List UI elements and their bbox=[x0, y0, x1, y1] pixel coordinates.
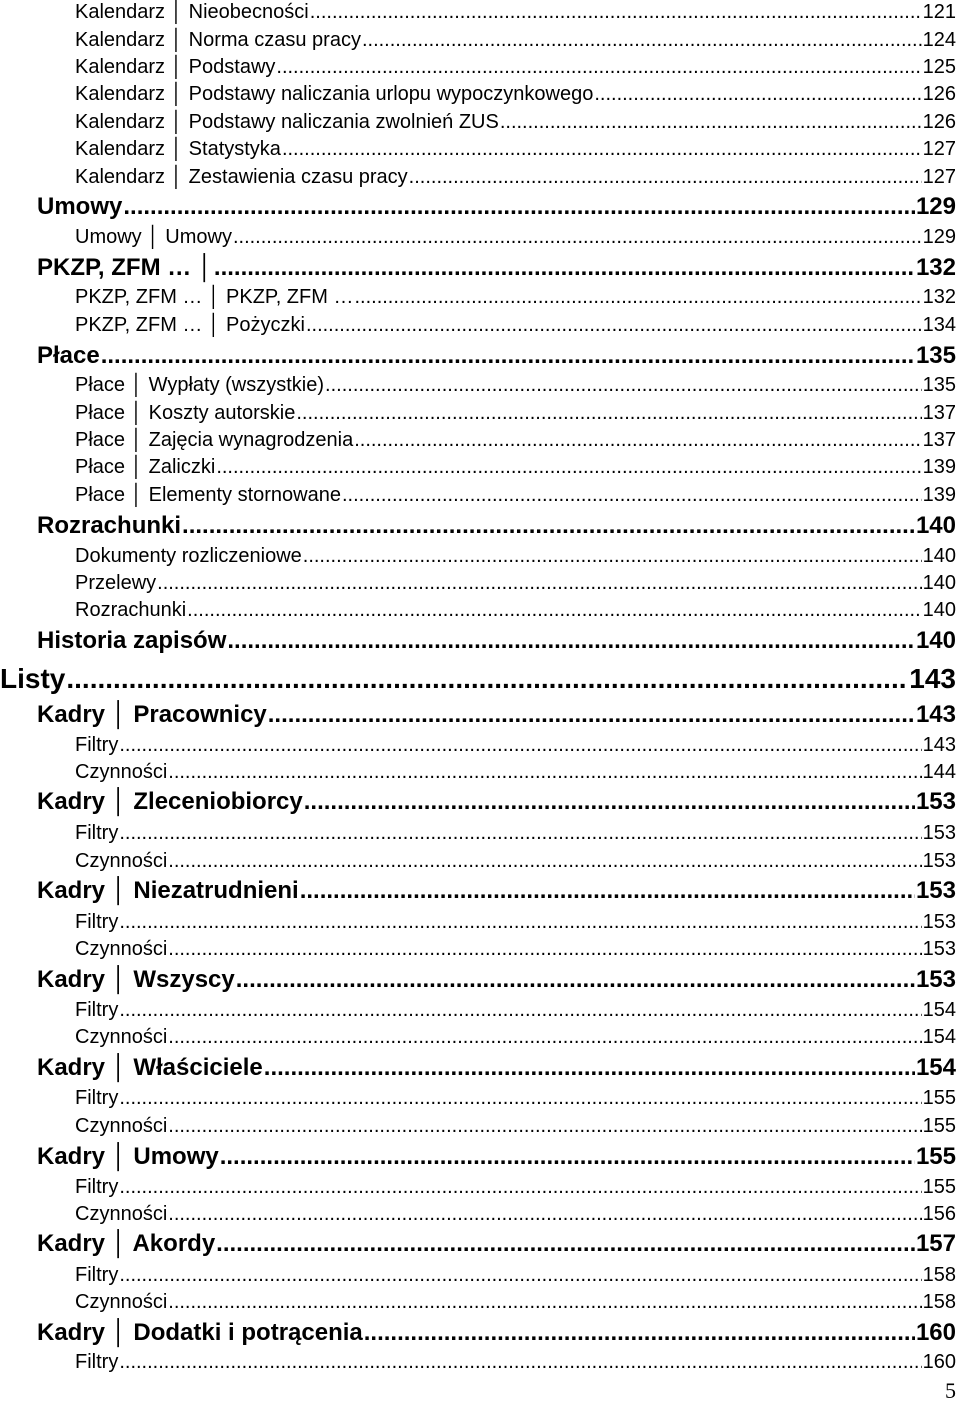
dot-leader bbox=[306, 312, 922, 339]
toc-entry[interactable] bbox=[37, 1053, 956, 1083]
dot-leader bbox=[214, 253, 915, 283]
toc-entry[interactable] bbox=[75, 427, 956, 454]
toc-entry-page: 155 bbox=[922, 1114, 956, 1137]
toc-entry-page: 140 bbox=[922, 571, 956, 594]
toc-entry-label: Kadry │ Wszyscy bbox=[37, 966, 235, 993]
dot-leader bbox=[119, 732, 921, 759]
toc-entry-label: Przelewy bbox=[75, 571, 157, 594]
toc-entry-page: 127 bbox=[922, 137, 956, 160]
toc-entry-label: Kalendarz │ Nieobecności bbox=[75, 0, 309, 23]
toc-entry-label: Rozrachunki bbox=[37, 512, 182, 539]
toc-entry[interactable] bbox=[75, 372, 956, 399]
toc-entry-label: Filtry bbox=[75, 1175, 119, 1198]
toc-entry-label: Kalendarz │ Norma czasu pracy bbox=[75, 28, 361, 51]
toc-entry[interactable] bbox=[75, 997, 956, 1024]
toc-entry-page: 124 bbox=[922, 28, 956, 51]
toc-entry-page: 153 bbox=[922, 849, 956, 872]
toc-entry-label: Płace │ Zaliczki bbox=[75, 455, 216, 478]
toc-entry[interactable] bbox=[75, 164, 956, 191]
dot-leader bbox=[276, 54, 921, 81]
toc-entry-label: Kalendarz │ Zestawienia czasu pracy bbox=[75, 165, 408, 188]
toc-entry-label: Płace │ Zajęcia wynagrodzenia bbox=[75, 428, 354, 451]
toc-entry-label: Kalendarz │ Statystyka bbox=[75, 137, 281, 160]
toc-entry-label: Płace │ Wypłaty (wszystkie) bbox=[75, 373, 325, 396]
toc-entry[interactable] bbox=[75, 224, 956, 251]
toc-entry[interactable] bbox=[75, 570, 956, 597]
toc-entry-page: 140 bbox=[922, 598, 956, 621]
toc-entry[interactable] bbox=[75, 759, 956, 786]
toc-entry-label: Historia zapisów bbox=[37, 627, 227, 654]
toc-entry-page: 121 bbox=[922, 0, 956, 23]
dot-leader bbox=[310, 0, 922, 26]
toc-entry-page: 160 bbox=[915, 1319, 956, 1346]
toc-entry[interactable] bbox=[0, 660, 956, 698]
toc-entry-page: 153 bbox=[915, 966, 956, 993]
toc-entry-label: Filtry bbox=[75, 1263, 119, 1286]
toc-entry[interactable] bbox=[75, 909, 956, 936]
toc-entry-page: 154 bbox=[922, 998, 956, 1021]
dot-leader bbox=[342, 482, 922, 509]
dot-leader bbox=[119, 820, 921, 847]
toc-entry-label: Czynności bbox=[75, 1290, 168, 1313]
toc-entry-page: 155 bbox=[922, 1086, 956, 1109]
toc-entry-page: 154 bbox=[915, 1054, 956, 1081]
toc-entry-page: 155 bbox=[915, 1143, 956, 1170]
toc-entry-label: Płace │ Koszty autorskie bbox=[75, 401, 296, 424]
dot-leader bbox=[220, 1142, 915, 1172]
dot-leader bbox=[168, 1289, 921, 1316]
dot-leader bbox=[268, 700, 915, 730]
toc-entry-page: 137 bbox=[922, 428, 956, 451]
toc-entry-label: Kalendarz │ Podstawy naliczania zwolnień ZUS bbox=[75, 110, 499, 133]
toc-entry[interactable] bbox=[75, 1113, 956, 1140]
dot-leader bbox=[216, 1229, 915, 1259]
toc-entry[interactable] bbox=[75, 400, 956, 427]
dot-leader bbox=[157, 570, 921, 597]
dot-leader bbox=[300, 876, 915, 906]
toc-entry-page: 125 bbox=[922, 55, 956, 78]
dot-leader bbox=[233, 224, 922, 251]
toc-entry-label: Filtry bbox=[75, 998, 119, 1021]
toc-entry-label: Płace │ Elementy stornowane bbox=[75, 483, 341, 506]
toc-entry-label: Kadry │ Dodatki i potrącenia bbox=[37, 1319, 363, 1346]
toc-entry-label: Filtry bbox=[75, 821, 119, 844]
toc-entry-label: PKZP, ZFM … │ bbox=[37, 254, 213, 281]
toc-entry-page: 137 bbox=[922, 401, 956, 424]
toc-entry-label: Filtry bbox=[75, 733, 119, 756]
toc-entry-page: 135 bbox=[922, 373, 956, 396]
toc-entry[interactable] bbox=[75, 820, 956, 847]
toc-entry[interactable] bbox=[75, 482, 956, 509]
dot-leader bbox=[187, 597, 921, 624]
toc-entry-page: 129 bbox=[915, 193, 956, 220]
toc-entry-page: 134 bbox=[922, 313, 956, 336]
toc-entry-label: Czynności bbox=[75, 1114, 168, 1137]
dot-leader bbox=[168, 759, 921, 786]
toc-entry-page: 139 bbox=[922, 455, 956, 478]
toc-entry-label: Kadry │ Umowy bbox=[37, 1143, 219, 1170]
toc-entry-label: Umowy │ Umowy bbox=[75, 225, 232, 248]
toc-entry-page: 153 bbox=[922, 821, 956, 844]
toc-entry-page: 155 bbox=[922, 1175, 956, 1198]
toc-entry-label: Czynności bbox=[75, 937, 168, 960]
toc-entry[interactable] bbox=[75, 848, 956, 875]
dot-leader bbox=[168, 1024, 921, 1051]
toc-entry-page: 143 bbox=[909, 663, 956, 694]
toc-entry[interactable] bbox=[75, 136, 956, 163]
dot-leader bbox=[282, 136, 922, 163]
toc-entry[interactable] bbox=[37, 253, 956, 283]
toc-entry-label: PKZP, ZFM … │ Pożyczki bbox=[75, 313, 305, 336]
dot-leader bbox=[119, 1349, 921, 1376]
dot-leader bbox=[354, 427, 921, 454]
toc-entry[interactable] bbox=[37, 700, 956, 730]
toc-entry[interactable] bbox=[75, 27, 956, 54]
toc-entry-page: 158 bbox=[922, 1290, 956, 1313]
toc-entry-label: Umowy bbox=[37, 193, 123, 220]
page-number: 5 bbox=[945, 1378, 956, 1403]
toc-entry-page: 154 bbox=[922, 1025, 956, 1048]
toc-entry-label: Filtry bbox=[75, 1086, 119, 1109]
toc-entry-page: 153 bbox=[922, 910, 956, 933]
dot-leader bbox=[364, 1318, 915, 1348]
toc-entry[interactable] bbox=[75, 0, 956, 26]
toc-entry-page: 139 bbox=[922, 483, 956, 506]
toc-entry-label: Czynności bbox=[75, 849, 168, 872]
toc-entry-page: 132 bbox=[922, 285, 956, 308]
toc-entry-label: Czynności bbox=[75, 1025, 168, 1048]
toc-entry[interactable] bbox=[75, 1349, 956, 1376]
toc-entry[interactable] bbox=[75, 109, 956, 136]
dot-leader bbox=[296, 400, 921, 427]
toc-entry[interactable] bbox=[75, 1024, 956, 1051]
toc-entry-page: 132 bbox=[915, 254, 956, 281]
toc-entry-label: PKZP, ZFM … │ PKZP, ZFM … bbox=[75, 285, 354, 308]
toc-entry[interactable] bbox=[37, 341, 956, 371]
toc-entry-page: 126 bbox=[922, 82, 956, 105]
toc-entry-page: 135 bbox=[915, 342, 956, 369]
toc-entry-page: 153 bbox=[915, 788, 956, 815]
dot-leader bbox=[227, 626, 915, 656]
dot-leader bbox=[236, 965, 915, 995]
dot-leader bbox=[264, 1053, 915, 1083]
toc-entry[interactable] bbox=[75, 543, 956, 570]
dot-leader bbox=[119, 909, 921, 936]
toc-entry[interactable] bbox=[75, 1289, 956, 1316]
toc-entry[interactable] bbox=[75, 54, 956, 81]
toc-entry[interactable] bbox=[75, 1262, 956, 1289]
toc-entry-page: 156 bbox=[922, 1202, 956, 1225]
dot-leader bbox=[168, 936, 921, 963]
toc-entry-label: Kalendarz │ Podstawy naliczania urlopu wypoczynkowego bbox=[75, 82, 594, 105]
toc-entry-label: Kadry │ Właściciele bbox=[37, 1054, 263, 1081]
toc-entry[interactable] bbox=[37, 511, 956, 541]
toc-entry[interactable] bbox=[75, 1174, 956, 1201]
toc-entry-page: 153 bbox=[922, 937, 956, 960]
toc-entry[interactable] bbox=[37, 1229, 956, 1259]
toc-entry-page: 140 bbox=[922, 544, 956, 567]
toc-entry[interactable] bbox=[75, 454, 956, 481]
dot-leader bbox=[594, 81, 921, 108]
toc-entry-label: Rozrachunki bbox=[75, 598, 187, 621]
toc-entry[interactable] bbox=[75, 732, 956, 759]
dot-leader bbox=[101, 341, 915, 371]
toc-entry-page: 140 bbox=[915, 512, 956, 539]
toc-entry[interactable] bbox=[75, 312, 956, 339]
dot-leader bbox=[325, 372, 922, 399]
toc-entry[interactable] bbox=[75, 81, 956, 108]
dot-leader bbox=[303, 543, 922, 570]
toc-entry-page: 143 bbox=[915, 701, 956, 728]
toc-entry-label: Kadry │ Akordy bbox=[37, 1230, 216, 1257]
toc-entry-page: 160 bbox=[922, 1350, 956, 1373]
toc-entry[interactable] bbox=[37, 192, 956, 222]
toc-entry-page: 126 bbox=[922, 110, 956, 133]
dot-leader bbox=[168, 1113, 921, 1140]
toc-entry[interactable] bbox=[75, 1201, 956, 1228]
dot-leader bbox=[119, 997, 921, 1024]
toc-entry-label: Płace bbox=[37, 342, 100, 369]
toc-entry-label: Filtry bbox=[75, 1350, 119, 1373]
dot-leader bbox=[123, 192, 915, 222]
toc-entry-label: Filtry bbox=[75, 910, 119, 933]
toc-entry-page: 157 bbox=[915, 1230, 956, 1257]
toc-entry[interactable] bbox=[37, 1142, 956, 1172]
toc-entry[interactable] bbox=[75, 597, 956, 624]
toc-entry-page: 140 bbox=[915, 627, 956, 654]
toc-entry[interactable] bbox=[37, 787, 956, 817]
toc-entry[interactable] bbox=[75, 1085, 956, 1112]
toc-entry[interactable] bbox=[37, 876, 956, 906]
dot-leader bbox=[362, 27, 922, 54]
dot-leader bbox=[216, 454, 921, 481]
toc-entry-page: 144 bbox=[922, 760, 956, 783]
toc-entry-label: Kadry │ Pracownicy bbox=[37, 701, 267, 728]
dot-leader bbox=[168, 848, 921, 875]
toc-entry-label: Kadry │ Zleceniobiorcy bbox=[37, 788, 303, 815]
dot-leader bbox=[66, 660, 908, 698]
toc-entry-page: 158 bbox=[922, 1263, 956, 1286]
toc-entry[interactable] bbox=[75, 936, 956, 963]
toc-entry-label: Kadry │ Niezatrudnieni bbox=[37, 877, 299, 904]
toc-entry[interactable] bbox=[37, 1318, 956, 1348]
toc-entry-label: Listy bbox=[0, 663, 66, 694]
toc-entry-page: 129 bbox=[922, 225, 956, 248]
toc-entry-label: Czynności bbox=[75, 760, 168, 783]
toc-entry-label: Kalendarz │ Podstawy bbox=[75, 55, 276, 78]
toc-entry-page: 153 bbox=[915, 877, 956, 904]
toc-entry-page: 127 bbox=[922, 165, 956, 188]
toc-entry-label: Czynności bbox=[75, 1202, 168, 1225]
toc-entry[interactable] bbox=[37, 626, 956, 656]
dot-leader bbox=[119, 1085, 921, 1112]
toc-entry[interactable] bbox=[75, 284, 956, 311]
toc-entry[interactable] bbox=[37, 965, 956, 995]
dot-leader bbox=[168, 1201, 921, 1228]
dot-leader bbox=[182, 511, 915, 541]
dot-leader bbox=[354, 284, 921, 311]
dot-leader bbox=[119, 1174, 921, 1201]
toc-entry-label: Dokumenty rozliczeniowe bbox=[75, 544, 302, 567]
toc-entry-page: 143 bbox=[922, 733, 956, 756]
dot-leader bbox=[119, 1262, 921, 1289]
dot-leader bbox=[409, 164, 922, 191]
dot-leader bbox=[304, 787, 915, 817]
dot-leader bbox=[500, 109, 922, 136]
